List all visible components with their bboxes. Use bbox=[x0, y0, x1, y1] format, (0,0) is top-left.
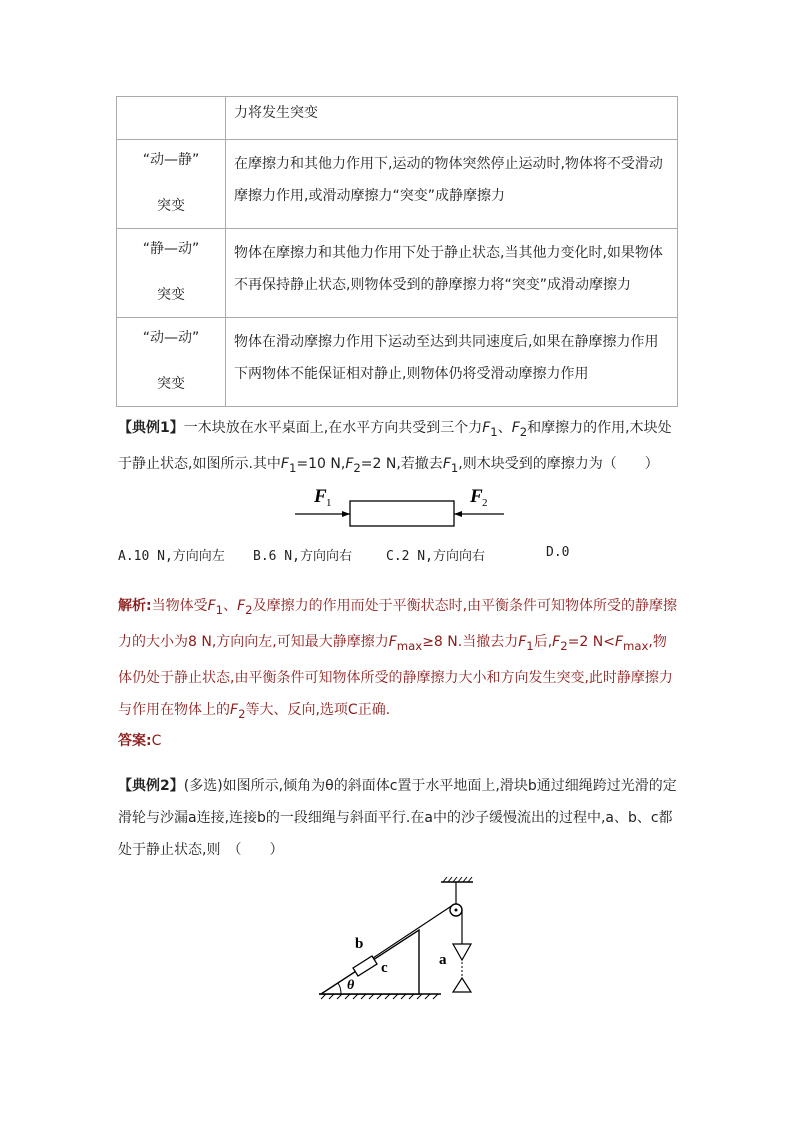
example1-answer bbox=[118, 725, 678, 757]
var-f1: F bbox=[442, 455, 451, 472]
example1-analysis bbox=[118, 590, 678, 729]
answer-label: 答案: bbox=[118, 733, 152, 749]
wood-block bbox=[350, 501, 454, 526]
friction-mutation-table bbox=[116, 96, 678, 407]
table-cell-text bbox=[226, 97, 678, 140]
label-theta: θ bbox=[347, 978, 355, 993]
analysis-text: =2 N< bbox=[567, 633, 615, 650]
cell-text: 力将发生突变 bbox=[234, 105, 318, 121]
var-f1: F bbox=[207, 598, 216, 614]
table-cell-label bbox=[117, 140, 226, 229]
table-cell-text bbox=[226, 140, 678, 229]
var-f1-sub: 1 bbox=[288, 460, 297, 475]
var-f2: F bbox=[511, 420, 520, 436]
table-row bbox=[117, 318, 678, 407]
example2-question bbox=[118, 770, 678, 866]
var-f2-sub: 2 bbox=[519, 424, 528, 439]
force-f2-arrowhead bbox=[454, 511, 462, 517]
separator: 、 bbox=[497, 420, 512, 436]
incline-pulley-figure bbox=[315, 876, 485, 1000]
block-force-figure bbox=[290, 480, 510, 540]
var-f2-sub: 2 bbox=[238, 706, 246, 721]
option-d: D.0 bbox=[546, 545, 570, 560]
table-cell-text bbox=[226, 229, 678, 318]
var-f2: F bbox=[230, 701, 239, 718]
var-f2: F bbox=[237, 598, 246, 614]
table-cell-label bbox=[117, 97, 226, 140]
mutation-type-label: “静—动” bbox=[142, 241, 200, 257]
analysis-text: ≥8 N.当撤去力 bbox=[422, 633, 519, 650]
question-text: 一木块放在水平桌面上,在水平方向共受到三个力 bbox=[183, 420, 483, 436]
cell-text: 物体在滑动摩擦力作用下运动至达到共同速度后,如果在静摩擦力作用下两物体不能保证相对静止,则物体仍将受滑动摩擦力作用 bbox=[234, 334, 659, 382]
force-f1-arrowhead bbox=[342, 511, 350, 517]
example1-options bbox=[118, 545, 678, 573]
analysis-text: 等大、反向,选项C正确. bbox=[245, 701, 391, 718]
mutation-type-suffix: 突变 bbox=[157, 198, 185, 214]
equation-part: =10 N, bbox=[296, 455, 346, 472]
var-f1-sub: 1 bbox=[215, 602, 224, 617]
mutation-type-label: “动—静” bbox=[142, 152, 200, 168]
table-cell-label bbox=[117, 318, 226, 407]
table-row bbox=[117, 229, 678, 318]
var-f1-sub: 1 bbox=[490, 424, 498, 439]
question-text: 和摩擦力的作用,木块处于静止状态,如图所示.其中 bbox=[118, 420, 672, 472]
var-fmax-sub: max bbox=[623, 638, 649, 653]
var-fmax-sub: max bbox=[396, 638, 423, 653]
label-f2: F bbox=[470, 486, 483, 507]
label-f1-sub: 1 bbox=[326, 497, 332, 509]
analysis-text: 后, bbox=[533, 633, 553, 650]
example1-question bbox=[118, 412, 678, 484]
option-a: A.10 N,方向向左 bbox=[118, 549, 225, 564]
mutation-type-label: “动—动” bbox=[142, 330, 200, 346]
analysis-label: 解析: bbox=[118, 598, 152, 614]
var-f1-sub: 1 bbox=[526, 638, 534, 653]
pulley-axle bbox=[455, 909, 458, 912]
question-text: (多选)如图所示,倾角为θ的斜面体c置于水平地面上,滑块b通过细绳跨过光滑的定滑轮与沙漏a连接,连接b的一段细绳与斜面平行.在a中的沙子缓慢流出的过程中,a、b、c都处于静止状态,则 （ ） bbox=[118, 778, 677, 858]
var-fmax: F bbox=[388, 633, 397, 650]
option-c: C.2 N,方向向右 bbox=[386, 549, 485, 564]
mutation-type-suffix: 突变 bbox=[157, 376, 185, 392]
question-text: ,则木块受到的摩擦力为（ ） bbox=[458, 455, 659, 472]
cell-text: 在摩擦力和其他力作用下,运动的物体突然停止运动时,物体将不受滑动摩擦力作用,或滑动摩擦力“突变”成静摩擦力 bbox=[234, 156, 663, 204]
analysis-text: ,物体仍处于静止状态,由平衡条件可知物体所受的静摩擦力大小和方向发生突变,此时静摩擦力与作用在物体上的 bbox=[118, 633, 673, 718]
table-cell-label bbox=[117, 229, 226, 318]
table-row bbox=[117, 140, 678, 229]
label-f2-sub: 2 bbox=[482, 497, 488, 509]
var-f2-sub: 2 bbox=[245, 602, 253, 617]
label-c: c bbox=[381, 960, 388, 976]
sand-hourglass-bottom bbox=[453, 978, 471, 992]
label-a: a bbox=[439, 952, 447, 968]
var-f2-sub: 2 bbox=[560, 638, 568, 653]
var-f2: F bbox=[552, 633, 561, 650]
analysis-text: 及摩擦力的作用而处于平衡状态时,由平衡条件可知物体所受的静摩擦力的大小为8 N,方向向左,可知最大静摩擦力 bbox=[118, 598, 678, 650]
analysis-text: 当物体受 bbox=[151, 598, 208, 614]
var-f1: F bbox=[518, 633, 527, 650]
label-f1: F bbox=[314, 486, 327, 507]
example-tag: 【典例2】 bbox=[118, 778, 184, 794]
var-f2-sub: 2 bbox=[353, 460, 361, 475]
var-fmax: F bbox=[614, 633, 623, 650]
label-b: b bbox=[355, 936, 364, 952]
cell-text: 物体在摩擦力和其他力作用下处于静止状态,当其他力变化时,如果物体不再保持静止状态,则物体受到的静摩擦力将“突变”成滑动摩擦力 bbox=[234, 245, 663, 293]
var-f1: F bbox=[482, 420, 491, 436]
mutation-type-suffix: 突变 bbox=[157, 287, 185, 303]
answer-value: C bbox=[151, 733, 162, 749]
table-row bbox=[117, 97, 678, 140]
var-f2: F bbox=[345, 455, 354, 472]
var-f1: F bbox=[280, 455, 289, 472]
equation-part: =2 N,若撤去 bbox=[360, 455, 443, 472]
example-tag: 【典例1】 bbox=[118, 420, 184, 436]
sand-hourglass-top bbox=[453, 944, 471, 960]
table-cell-text bbox=[226, 318, 678, 407]
separator: 、 bbox=[223, 598, 238, 614]
option-b: B.6 N,方向向右 bbox=[253, 549, 352, 564]
var-f1-sub: 1 bbox=[450, 460, 459, 475]
